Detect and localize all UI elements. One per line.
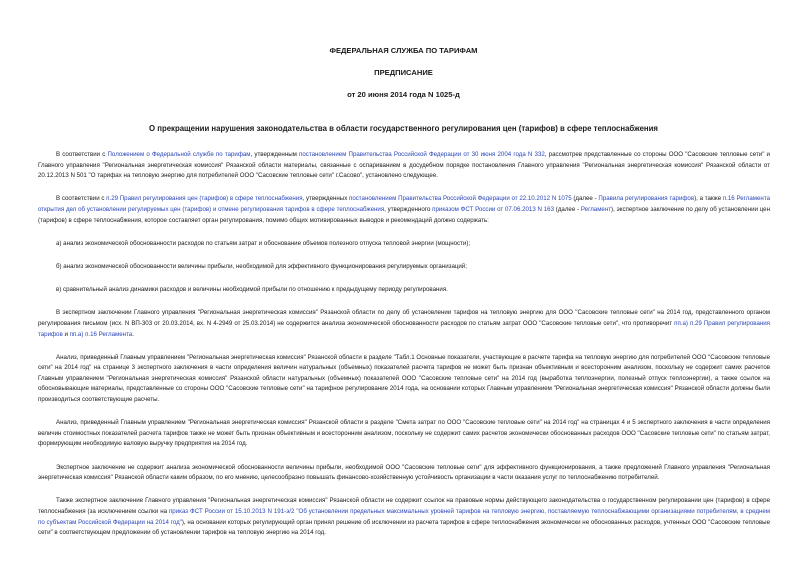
text: ), экспертное заключение по делу об установлении цен (тарифов) в сфере теплоснабжения, которое составляет орган регулирования, помимо общих мотивированных выводов и рекомендаций должно содержать:	[38, 205, 770, 224]
text: В соответствии с	[56, 195, 107, 203]
text: , утвержденных	[302, 195, 349, 203]
link-reglament-p16a[interactable]: пп.а) п.16 Регламента	[69, 330, 133, 338]
text: (далее -	[554, 205, 581, 213]
text: , рассмотрев представленные со стороны ООО "Сасовские тепловые сети" и Главного управления "Региональная энергетическая комиссия" Рязанской области материалы, связанные с оспариванием в досудебном порядке постановления Главного управления "Региональная энергетическая комиссия" Рязанской области от 20.12.2013 N 501 "О тарифах на тепловую энергию для потребителей ООО "Сасовские тепловые сети" г.Сасово", установлено следующее.	[38, 151, 770, 180]
link-fst-order-191[interactable]: приказ ФСТ России от 15.10.2013 N 191-э/2 "Об установлении предельных максимальных уровней тарифов на тепловую энергию, поставляемую теплоснабжающими организациями потребителям, в среднем по субъектам Российской Федерации на 2014 год"	[38, 508, 770, 526]
text: ), а также	[694, 195, 723, 203]
document-date-number: от 20 июня 2014 года N 1025-д	[347, 90, 460, 99]
text: .	[132, 330, 134, 338]
document-subject: О прекращении нарушения законодательства в области государственного регулирования цен (тарифов) в сфере теплоснабжения	[149, 124, 658, 133]
text: (далее -	[571, 195, 599, 203]
paragraph-7	[38, 496, 770, 538]
text: ), на основании которых регулирующий орган принял решение об исключении из расчета тарифов в сфере теплоснабжения экономически не обоснованных расходов, учтенных ООО "Сасовские тепловые сети" в соответствующем предложении об установлении тарифов на тепловую энергию на 2014 год.	[38, 518, 770, 537]
link-rules-p29[interactable]: п.29 Правил регулирования цен (тарифов) в сфере теплоснабжения	[106, 195, 303, 203]
list-item-b: б) анализ экономической обоснованности величины прибыли, необходимой для эффективного функционирования регулируемых организаций;	[56, 262, 467, 270]
text: В соответствии с	[56, 151, 108, 158]
text: В экспертном заключении Главного управления "Региональная энергетическая комиссия" Рязанской области по делу об установлении тарифов на тепловую энергию для ООО "Сасовские тепловые сети" на 2014 год, представленного органом регулирования письмом (исх. N ВП-303 от 20.03.2014, вх. N 4-2949 от 25.03.2014) не содержится анализа экономической обоснованности расходов по статьям затрат ООО "Сасовские тепловые сети", что противоречит	[38, 309, 770, 327]
agency-title: ФЕДЕРАЛЬНАЯ СЛУЖБА ПО ТАРИФАМ	[329, 46, 478, 55]
paragraph-6: Экспертное заключение не содержит анализа экономической обоснованности величины прибыли, необходимой ООО "Сасовские тепловые сети" для эффективного функционирования, а также предложений Главного управления "Региональная энергетическая комиссия" Рязанской области каким образом, по его мнению, целесообразно повышать финансово-хозяйственную устойчивость организации в части оказания услуг по теплоснабжению потребителей.	[38, 463, 770, 482]
paragraph-3	[38, 308, 770, 340]
paragraph-5: Анализ, приведенный Главным управлением "Региональная энергетическая комиссия" Рязанской области в разделе "Смета затрат по ООО "Сасовские тепловые сети" на 2014 год" на страницах 4 и 5 экспертного заключения в части определения величин стоимостных показателей расчета тарифов также не может быть признан объективным и всесторонним анализом, поскольку не содержит самих расчетов экономически обоснованных расходов ООО "Сасовские тепловые сети" по статьям затрат, формирующим необходимую валовую выручку предприятия на 2014 год.	[38, 419, 770, 448]
paragraph-1	[38, 150, 770, 182]
text: , утвержденного	[384, 205, 433, 213]
link-government-decree-332[interactable]: постановлением Правительства Российской Федерации от 30 июня 2004 года N 332	[299, 151, 545, 158]
link-reglament[interactable]: Регламент	[580, 205, 612, 213]
document-body	[38, 150, 770, 551]
link-rules-p29a[interactable]: пп.а) п.29 Правил регулирования тарифов	[38, 319, 771, 338]
document-type: ПРЕДПИСАНИЕ	[374, 68, 433, 77]
link-fst-regulation[interactable]: Положением о Федеральной службе по тарифам	[107, 151, 251, 158]
paragraph-2	[38, 194, 770, 226]
list-item-c: в) сравнительный анализ динамики расходов и величины необходимой прибыли по отношению к предыдущему периоду регулирования.	[56, 286, 448, 294]
text: и	[62, 330, 70, 338]
text: , утвержденным	[250, 151, 300, 158]
paragraph-4: Анализ, приведенный Главным управлением "Региональная энергетическая комиссия" Рязанской области в разделе "Табл.1 Основные показатели, участвующие в расчете тарифа на тепловую энергию для потребителей ООО "Сасовские тепловые сети" на 2014 год" на странице 3 экспертного заключения в части определения величин натуральных (объемных) показателей расчета тарифов не может быть признан объективным и всесторонним анализом, поскольку не содержит самих расчетов Главным управлением "Региональная энергетическая комиссия" Рязанской области натуральных (объемных) показателей ООО "Сасовские тепловые сети" на 2014 год (выработка теплоэнергии, полезный отпуск теплоэнергии), а также ссылок на обосновывающие материалы, представленные со стороны ООО "Сасовские тепловые сети" на тарифное регулирование 2014 года, на основании которых Главным управлением "Региональная энергетическая комиссия" Рязанской области должны были производиться соответствующие расчеты.	[38, 353, 770, 404]
list-item-a: а) анализ экономической обоснованности расходов по статьям затрат и обоснование объемов полезного отпуска тепловой энергии (мощности);	[56, 239, 471, 247]
link-government-decree-1075[interactable]: постановлением Правительства Российской Федерации от 22.10.2012 N 1075	[349, 195, 572, 203]
text: Также экспертное заключение Главного управления "Региональная энергетическая комиссия" Рязанской области не содержит ссылок на правовые нормы действующего законодательства о государственном регулировании цен (тарифов) в сфере теплоснабжения (за исключением ссылки на	[38, 497, 770, 515]
link-tariff-rules[interactable]: Правила регулирования тарифов	[598, 195, 695, 203]
link-fst-order-163[interactable]: приказом ФСТ России от 07.06.2013 N 163	[432, 205, 554, 213]
link-reglament-p16[interactable]: п.16 Регламента открытия дел об установлении регулируемых цен (тарифов) и отмене регулирования тарифов в сфере теплоснабжения	[38, 195, 770, 213]
